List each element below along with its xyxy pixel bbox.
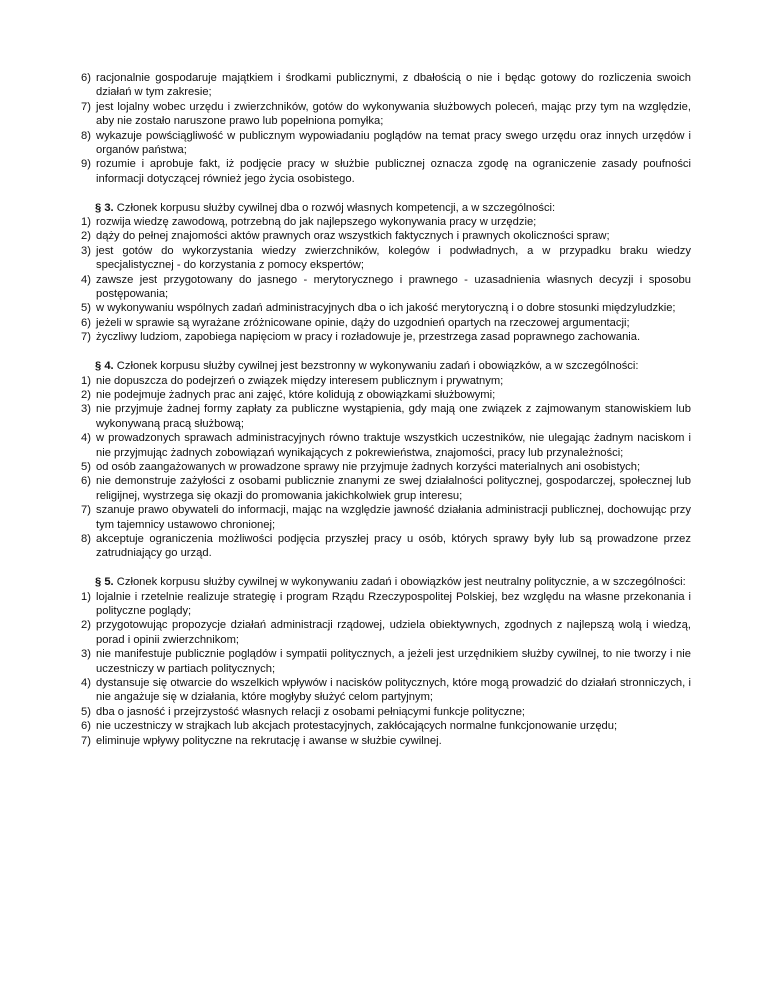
- list-item: [71, 647, 691, 676]
- item-number: 6): [81, 475, 91, 488]
- item-text: jest gotów do wykorzystania wiedzy zwierzchników, kolegów i podwładnych, a w przypadku braku wiedzy specjalistycznej - do korzystania z pomocy ekspertów;: [96, 244, 691, 272]
- numbered-list: [71, 215, 691, 345]
- list-item: [71, 273, 691, 302]
- numbered-list: [71, 590, 691, 748]
- section-intro-text: Członek korpusu służby cywilnej w wykonywaniu zadań i obowiązków jest neutralny politycznie, a w szczególności:: [113, 576, 686, 589]
- section-intro: [71, 359, 691, 373]
- item-number: 8): [81, 532, 91, 545]
- item-text: racjonalnie gospodaruje majątkiem i środkami publicznymi, z dbałością o nie i będąc gotowy do rozliczenia swoich działań w tym zakresie;: [96, 72, 691, 99]
- item-text: zawsze jest przygotowany do jasnego - merytorycznego i prawnego - uzasadnienia własnych decyzji i sposobu postępowania;: [96, 273, 691, 301]
- section-paragraph-5: [71, 575, 691, 748]
- section-mark: § 4.: [95, 360, 114, 373]
- list-item: [71, 676, 691, 705]
- item-text: nie podejmuje żadnych prac ani zajęć, które kolidują z obowiązkami służbowymi;: [96, 388, 496, 401]
- document-page: [71, 71, 691, 748]
- item-number: 1): [81, 374, 91, 387]
- item-text: jeżeli w sprawie są wyrażane zróżnicowane opinie, dąży do uzgodnień opartych na rzeczowej argumentacji;: [96, 316, 630, 329]
- item-text: życzliwy ludziom, zapobiega napięciom w pracy i rozładowuje je, przestrzega zasad poprawnego zachowania.: [96, 331, 641, 344]
- list-item: [71, 719, 691, 733]
- item-text: jest lojalny wobec urzędu i zwierzchników, gotów do wykonywania służbowych poleceń, mając przy tym na względzie, aby nie zostało naruszone prawo lub popełniona pomyłka;: [96, 100, 691, 128]
- list-item: [71, 129, 691, 158]
- item-number: 1): [81, 590, 91, 603]
- item-number: 6): [81, 72, 91, 84]
- item-text: szanuje prawo obywateli do informacji, mając na względzie jawność działania administracji publicznej, dochowując przy tym tajemnicy ustawowo chronionej;: [96, 504, 691, 531]
- section-paragraph-4: [71, 359, 691, 561]
- list-item: [71, 71, 691, 100]
- item-number: 6): [81, 316, 91, 329]
- item-number: 5): [81, 302, 91, 315]
- item-number: 3): [81, 244, 91, 257]
- list-item: [71, 374, 691, 388]
- item-number: 3): [81, 648, 91, 661]
- list-item: [71, 244, 691, 273]
- item-number: 7): [81, 504, 91, 517]
- item-text: w prowadzonych sprawach administracyjnych równo traktuje wszystkich uczestników, nie ulegając żadnym naciskom i nie przyjmując żadnych zobowiązań wynikających z pokrewieństwa, znajomości, pracy lub przynależności;: [96, 432, 691, 459]
- item-text: rozwija wiedzę zawodową, potrzebną do jak najlepszego wykonywania pracy w urzędzie;: [96, 216, 537, 229]
- item-text: przygotowując propozycje działań administracji rządowej, udziela obiektywnych, zgodnych z najlepszą wolą i wiedzą, porad i opinii zwierzchnikom;: [96, 619, 691, 646]
- item-text: dba o jasność i przejrzystość własnych relacji z osobami pełniącymi funkcje polityczne;: [96, 705, 526, 718]
- list-item: [71, 157, 691, 186]
- list-item: [71, 100, 691, 129]
- item-number: 5): [81, 460, 91, 473]
- list-item: [71, 301, 691, 315]
- item-text: w wykonywaniu wspólnych zadań administracyjnych dba o ich jakość merytoryczną i o dobre stosunki międzyludzkie;: [96, 302, 676, 315]
- item-number: 9): [81, 158, 91, 171]
- item-text: eliminuje wpływy polityczne na rekrutację i awanse w służbie cywilnej.: [96, 734, 442, 747]
- item-number: 1): [81, 216, 91, 229]
- item-number: 7): [81, 734, 91, 747]
- item-text: wykazuje powściągliwość w publicznym wypowiadaniu poglądów na temat pracy swego urzędu oraz innych urzędów i organów państwa;: [96, 129, 691, 157]
- list-item: [71, 532, 691, 561]
- item-number: 8): [81, 129, 91, 142]
- section-intro: [71, 201, 691, 215]
- list-item: [71, 503, 691, 532]
- item-number: 5): [81, 705, 91, 718]
- list-item: [71, 474, 691, 503]
- list-item: [71, 388, 691, 402]
- item-text: od osób zaangażowanych w prowadzone sprawy nie przyjmuje żadnych korzyści materialnych ani osobistych;: [96, 460, 641, 473]
- item-number: 4): [81, 677, 91, 690]
- item-number: 2): [81, 230, 91, 243]
- item-text: dystansuje się otwarcie do wszelkich wpływów i nacisków politycznych, które mogą prowadzić do działań stronniczych, i nie angażuje się w działania, które mogłyby służyć celom partyjnym;: [96, 677, 691, 704]
- section-intro: [71, 575, 691, 589]
- item-text: lojalnie i rzetelnie realizuje strategię i program Rządu Rzeczypospolitej Polskiej, bez względu na własne przekonania i polityczne poglądy;: [96, 590, 691, 617]
- list-item: [71, 734, 691, 748]
- list-item: [71, 229, 691, 243]
- section-mark: § 3.: [95, 201, 114, 214]
- numbered-list: [71, 374, 691, 561]
- numbered-list: [71, 71, 691, 186]
- item-number: 4): [81, 432, 91, 445]
- list-item: [71, 215, 691, 229]
- list-item: [71, 316, 691, 330]
- section-intro-text: Członek korpusu służby cywilnej dba o rozwój własnych kompetencji, a w szczególności:: [113, 201, 556, 214]
- section-intro-text: Członek korpusu służby cywilnej jest bezstronny w wykonywaniu zadań i obowiązków, a w szczególności:: [113, 360, 639, 373]
- item-text: nie przyjmuje żadnej formy zapłaty za publiczne wystąpienia, gdy mają one związek z zajmowanym stanowiskiem lub wykonywaną pracą służbową;: [96, 403, 691, 430]
- item-text: akceptuje ograniczenia możliwości podjęcia przyszłej pracy u osób, których sprawy były lub są prowadzone przez zatrudniający go urząd.: [96, 532, 691, 560]
- list-item: [71, 431, 691, 460]
- list-item: [71, 330, 691, 344]
- item-text: nie uczestniczy w strajkach lub akcjach protestacyjnych, zakłócających normalne funkcjonowanie urzędu;: [96, 720, 618, 733]
- item-number: 2): [81, 388, 91, 401]
- list-item: [71, 618, 691, 647]
- section-paragraph-3: [71, 201, 691, 345]
- section-mark: § 5.: [95, 576, 114, 589]
- list-item: [71, 590, 691, 619]
- list-item: [71, 402, 691, 431]
- list-item: [71, 460, 691, 474]
- item-number: 7): [81, 331, 91, 344]
- item-text: nie dopuszcza do podejrzeń o związek między interesem publicznym i prywatnym;: [96, 374, 504, 387]
- item-number: 6): [81, 720, 91, 733]
- section-continuation: [71, 71, 691, 186]
- item-number: 4): [81, 273, 91, 286]
- item-text: dąży do pełnej znajomości aktów prawnych oraz wszystkich faktycznych i prawnych okoliczności spraw;: [96, 230, 610, 243]
- list-item: [71, 705, 691, 719]
- item-text: nie demonstruje zażyłości z osobami publicznie znanymi ze swej działalności politycznej, gospodarczej, społecznej lub religijnej, wystrzega się okazji do promowania jakichkolwiek grup interesu;: [96, 475, 691, 502]
- item-number: 2): [81, 619, 91, 632]
- item-text: nie manifestuje publicznie poglądów i sympatii politycznych, a jeżeli jest urzędnikiem służby cywilnej, to nie tworzy i nie uczestniczy w partiach politycznych;: [96, 648, 691, 675]
- item-number: 7): [81, 100, 91, 113]
- item-number: 3): [81, 403, 91, 416]
- item-text: rozumie i aprobuje fakt, iż podjęcie pracy w służbie publicznej oznacza zgodę na ograniczenie zasady poufności informacji dotyczącej również jego życia osobistego.: [96, 158, 691, 185]
